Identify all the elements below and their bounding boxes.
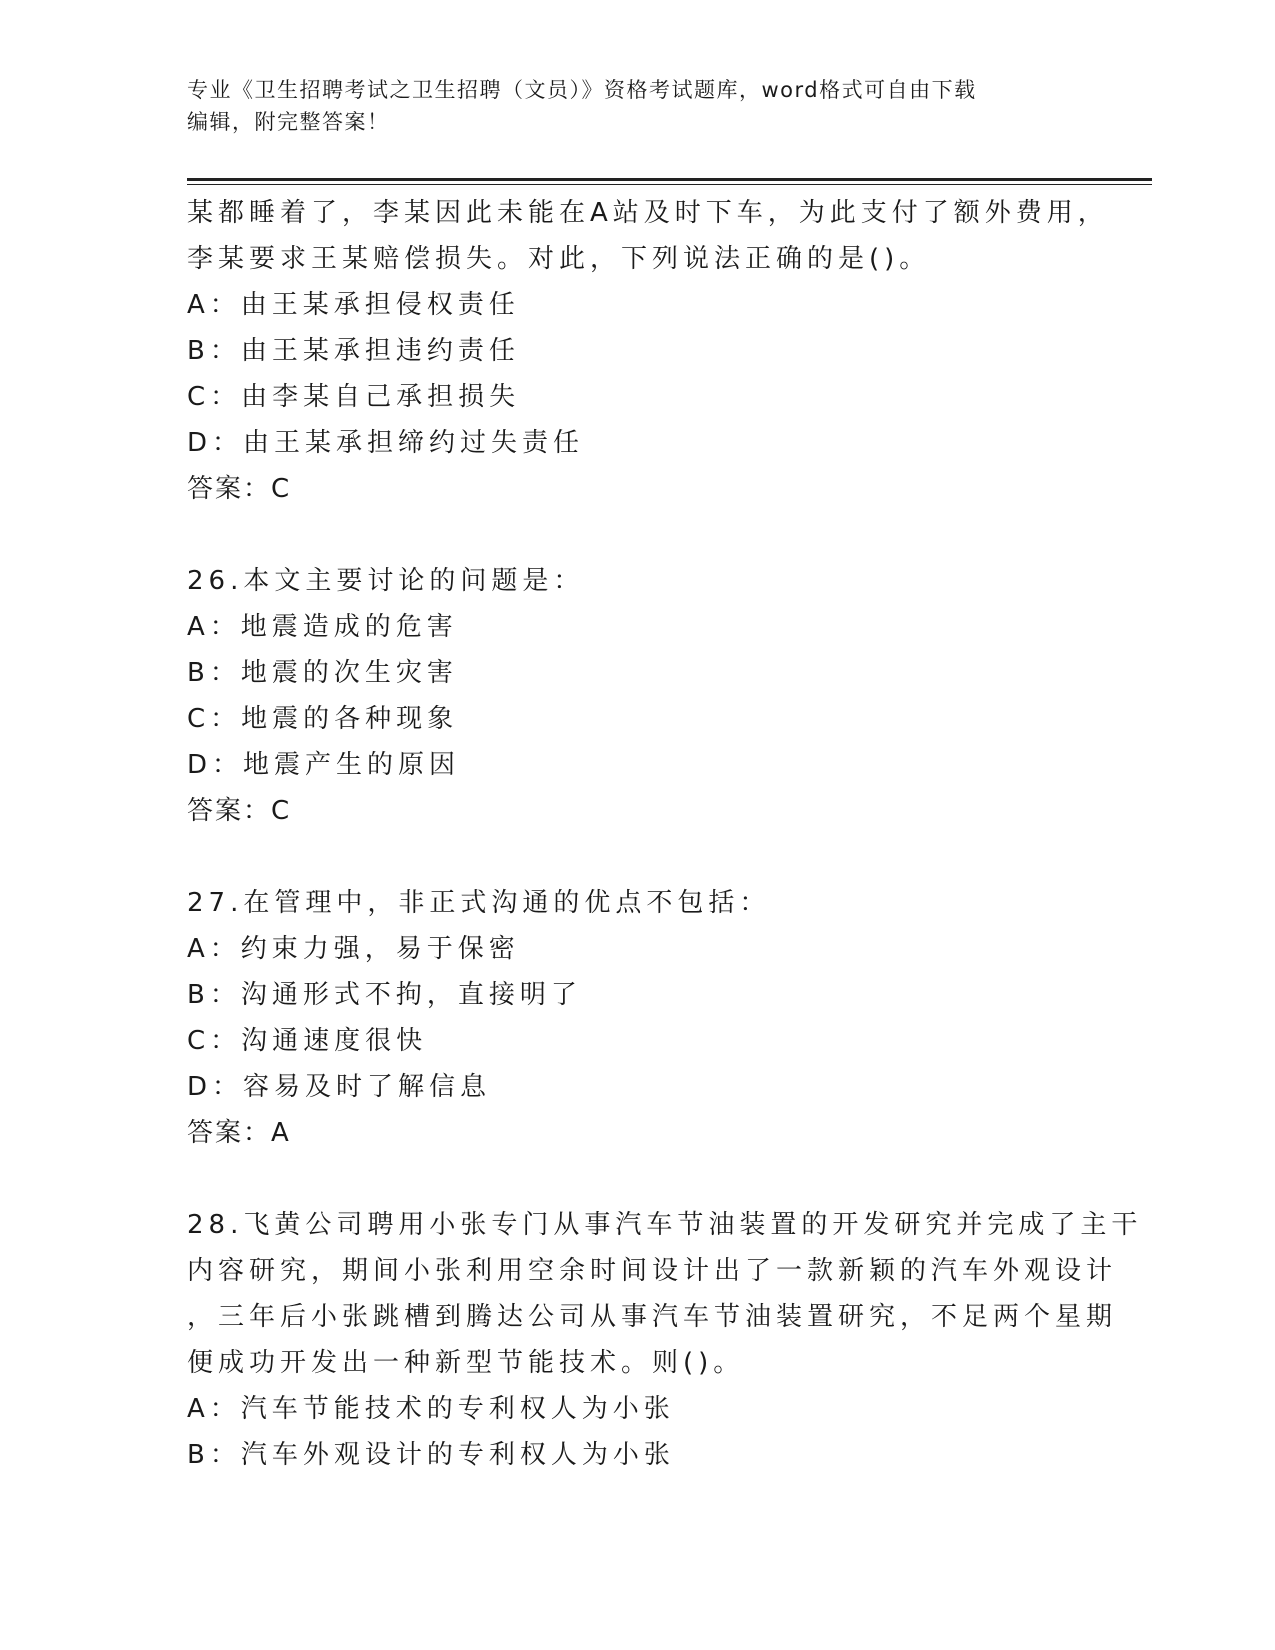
answer-line: 答案：A <box>187 1118 291 1148</box>
spacer <box>187 834 1087 880</box>
option-c: C：沟通速度很快 <box>187 1026 428 1056</box>
option-d: D：容易及时了解信息 <box>187 1072 492 1102</box>
option-a: A：汽车节能技术的专利权人为小张 <box>187 1394 675 1424</box>
question-stem-line: 某都睡着了，李某因此未能在A站及时下车，为此支付了额外费用， <box>187 198 1109 228</box>
document-body <box>187 190 1143 1478</box>
option-c: C：由李某自己承担损失 <box>187 382 521 412</box>
question-28 <box>187 1202 1143 1478</box>
option-a: A：地震造成的危害 <box>187 612 458 642</box>
question-stem-line: 27.在管理中，非正式沟通的优点不包括： <box>187 888 771 918</box>
option-b: B：由王某承担违约责任 <box>187 336 520 366</box>
spacer <box>187 512 1087 558</box>
question-stem-line: 28.飞黄公司聘用小张专门从事汽车节油装置的开发研究并完成了主干 <box>187 1210 1143 1240</box>
answer-line: 答案：C <box>187 796 292 826</box>
option-a: A：约束力强，易于保密 <box>187 934 520 964</box>
option-d: D：由王某承担缔约过失责任 <box>187 428 585 458</box>
question-25-continued <box>187 190 1109 512</box>
header-line-1: 专业《卫生招聘考试之卫生招聘（文员）》资格考试题库，word格式可自由下载 <box>187 78 977 102</box>
question-stem-line: 内容研究，期间小张利用空余时间设计出了一款新颖的汽车外观设计 <box>187 1256 1118 1286</box>
question-27 <box>187 880 1087 1156</box>
option-c: C：地震的各种现象 <box>187 704 459 734</box>
option-b: B：沟通形式不拘，直接明了 <box>187 980 582 1010</box>
question-stem-line: ，三年后小张跳槽到腾达公司从事汽车节油装置研究，不足两个星期 <box>187 1302 1118 1332</box>
answer-line: 答案：C <box>187 474 292 504</box>
option-b: B：汽车外观设计的专利权人为小张 <box>187 1440 675 1470</box>
question-stem-line: 李某要求王某赔偿损失。对此，下列说法正确的是()。 <box>187 244 931 274</box>
question-26 <box>187 558 1087 834</box>
question-stem-line: 便成功开发出一种新型节能技术。则()。 <box>187 1348 745 1378</box>
option-b: B：地震的次生灾害 <box>187 658 458 688</box>
spacer <box>187 1156 1087 1202</box>
header-divider-thin <box>187 184 1152 185</box>
question-stem-line: 26.本文主要讨论的问题是： <box>187 566 585 596</box>
option-d: D：地震产生的原因 <box>187 750 461 780</box>
option-a: A：由王某承担侵权责任 <box>187 290 520 320</box>
document-header <box>187 74 1087 138</box>
header-line-2: 编辑，附完整答案！ <box>187 110 390 134</box>
header-divider-thick <box>187 178 1152 181</box>
